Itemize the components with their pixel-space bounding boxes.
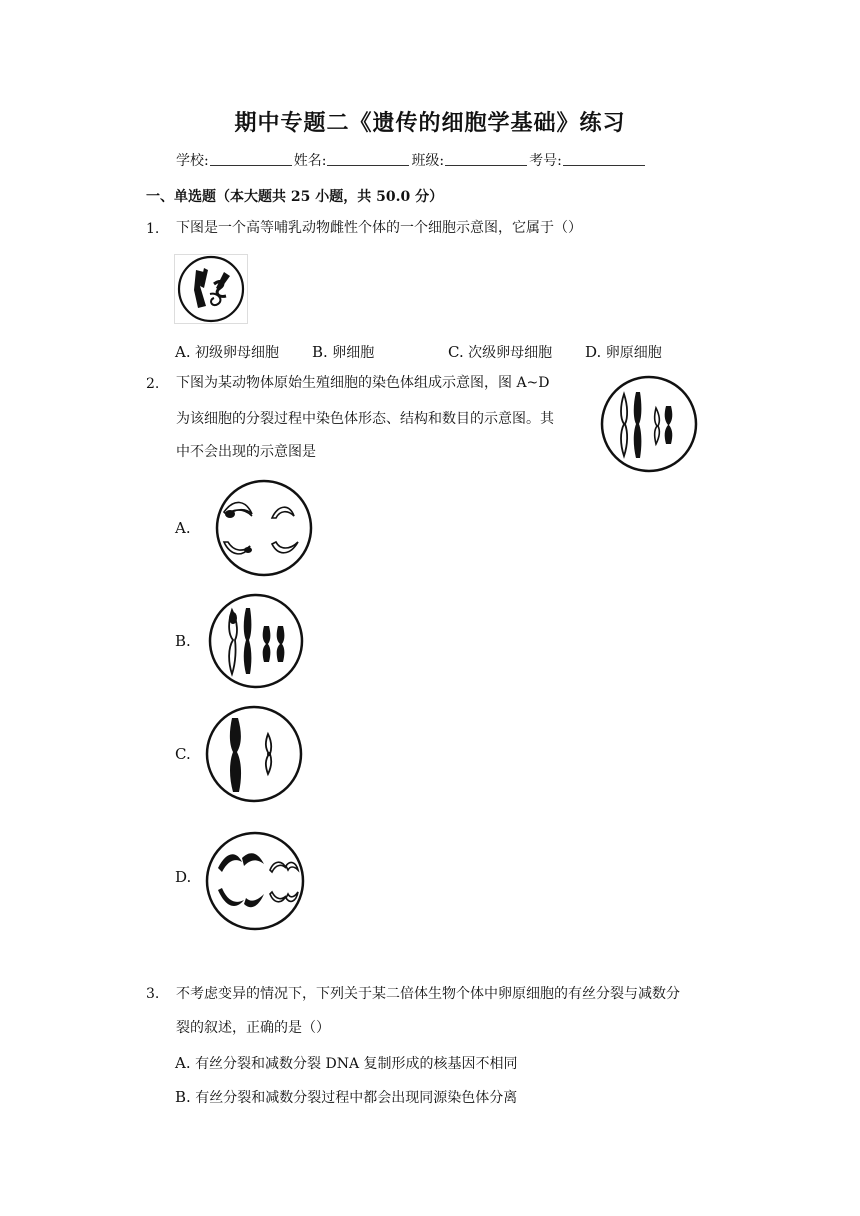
q1-option-a-label: A. [175, 343, 191, 361]
school-label: 学校: [176, 153, 209, 169]
q1-option-c[interactable] [448, 342, 552, 362]
q1-option-d-label: D. [585, 343, 602, 361]
q1-option-b-text: 卵细胞 [332, 345, 375, 361]
q2-option-d-label[interactable]: D. [175, 868, 192, 886]
q3-option-b-label: B. [175, 1088, 191, 1106]
q1-option-b-label: B. [312, 343, 328, 361]
q2-number: 2. [146, 376, 160, 392]
q1-number: 1. [146, 221, 160, 237]
student-info-line [176, 150, 647, 170]
q1-option-d-text: 卵原细胞 [605, 345, 662, 361]
q1-option-b[interactable] [312, 342, 374, 362]
q3-option-a-label: A. [175, 1054, 191, 1072]
exam-label: 考号: [529, 153, 562, 169]
name-blank [327, 153, 409, 166]
class-label: 班级: [411, 153, 445, 169]
q2-option-b-label[interactable]: B. [175, 632, 191, 650]
q3-number: 3. [146, 986, 160, 1002]
section-heading: 一、单选题（本大题共 25 小题，共 50.0 分） [146, 189, 444, 205]
q2-line-1: 下图为某动物体原始生殖细胞的染色体组成示意图，图 A~D [176, 375, 550, 391]
q2-option-a-label[interactable]: A. [175, 519, 191, 537]
q2-line-3: 中不会出现的示意图是 [176, 444, 316, 460]
q1-option-d[interactable] [585, 342, 662, 362]
q3-option-b-text: 有丝分裂和减数分裂过程中都会出现同源染色体分离 [195, 1090, 518, 1106]
q2-option-c-figure [202, 704, 306, 804]
q3-option-a[interactable] [175, 1053, 518, 1073]
q2-option-b-figure [206, 592, 306, 690]
page-title: 期中专题二《遗传的细胞学基础》练习 [234, 110, 626, 136]
q1-cell-figure [174, 254, 248, 324]
q2-option-a-figure [210, 478, 318, 578]
exam-blank [563, 153, 645, 166]
q2-reference-cell-figure [598, 374, 700, 474]
q1-option-c-label: C. [448, 343, 464, 361]
q3-option-b[interactable] [175, 1087, 517, 1107]
q1-option-c-text: 次级卵母细胞 [468, 345, 553, 361]
q1-text: 下图是一个高等哺乳动物雌性个体的一个细胞示意图，它属于（） [176, 220, 582, 236]
q1-option-a[interactable] [175, 342, 279, 362]
q1-option-a-text: 初级卵母细胞 [195, 345, 280, 361]
q2-option-d-figure [202, 830, 308, 932]
school-blank [210, 153, 292, 166]
class-blank [445, 153, 527, 166]
name-label: 姓名: [293, 153, 327, 169]
q3-option-a-text: 有丝分裂和减数分裂 DNA 复制形成的核基因不相同 [195, 1056, 518, 1072]
q2-line-2: 为该细胞的分裂过程中染色体形态、结构和数目的示意图。其 [176, 411, 554, 427]
q3-line-2: 裂的叙述，正确的是（） [176, 1020, 330, 1036]
q2-option-c-label[interactable]: C. [175, 745, 191, 763]
q3-line-1: 不考虑变异的情况下，下列关于某二倍体生物个体中卵原细胞的有丝分裂与减数分 [176, 986, 680, 1002]
